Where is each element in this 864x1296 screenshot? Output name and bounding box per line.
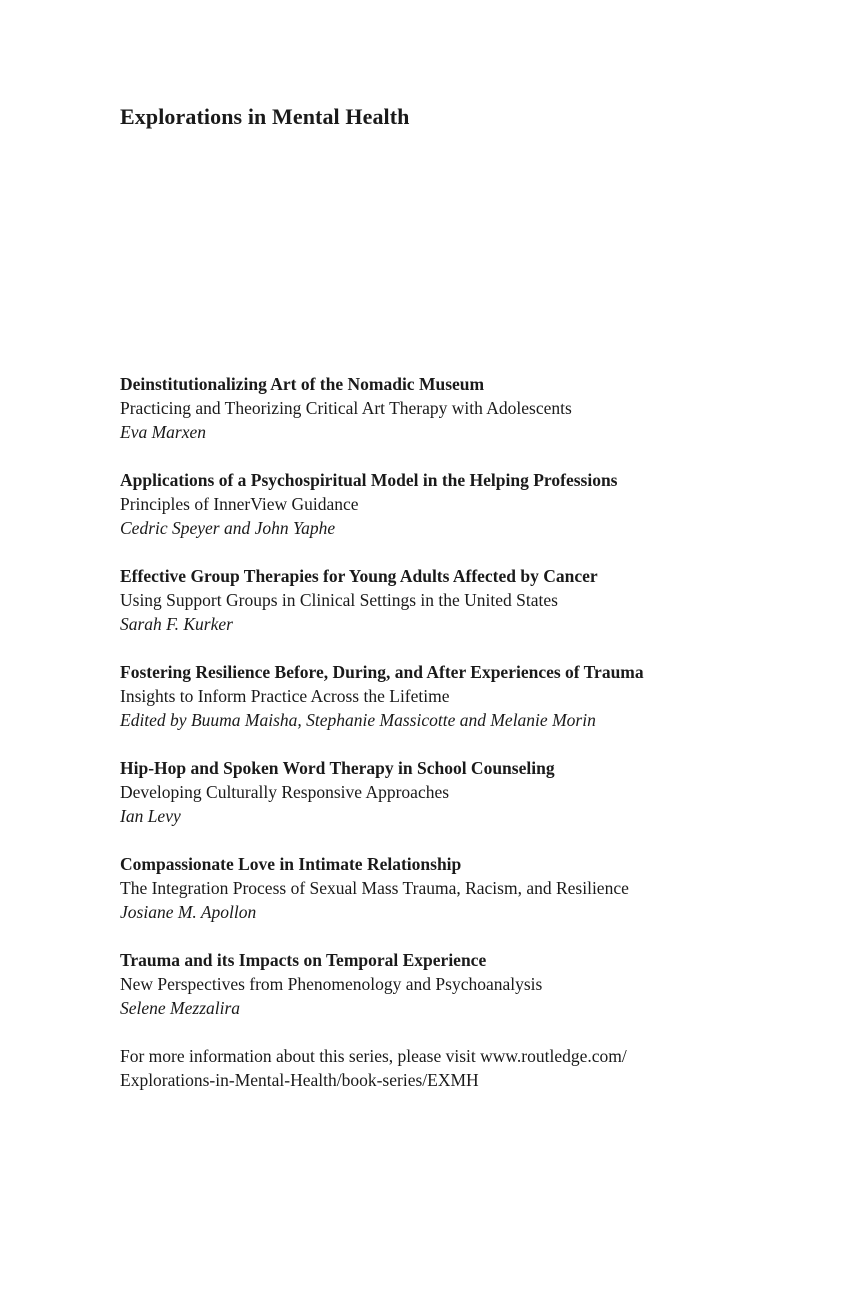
book-title: Deinstitutionalizing Art of the Nomadic Museum <box>120 374 485 394</box>
book-author: Selene Mezzalira <box>120 998 241 1018</box>
book-title: Fostering Resilience Before, During, and After Experiences of Trauma <box>120 662 644 682</box>
book-subtitle: Insights to Inform Practice Across the Lifetime <box>120 686 450 706</box>
book-subtitle: Principles of InnerView Guidance <box>120 494 359 514</box>
book-subtitle: The Integration Process of Sexual Mass Trauma, Racism, and Resilience <box>120 878 629 898</box>
book-author: Cedric Speyer and John Yaphe <box>120 518 336 538</box>
book-title: Trauma and its Impacts on Temporal Experience <box>120 950 487 970</box>
book-subtitle: Practicing and Theorizing Critical Art Therapy with Adolescents <box>120 398 572 418</box>
book-title: Compassionate Love in Intimate Relationship <box>120 854 462 874</box>
series-info-line: For more information about this series, please visit www.routledge.com/ <box>120 1046 627 1066</box>
book-title: Hip-Hop and Spoken Word Therapy in School Counseling <box>120 758 555 778</box>
book-entry <box>120 660 800 732</box>
book-author: Sarah F. Kurker <box>120 614 233 634</box>
book-list <box>120 372 800 1044</box>
book-author: Edited by Buuma Maisha, Stephanie Massicotte and Melanie Morin <box>120 710 596 730</box>
book-title: Effective Group Therapies for Young Adults Affected by Cancer <box>120 566 598 586</box>
series-info-url: Explorations-in-Mental-Health/book-series/EXMH <box>120 1070 479 1090</box>
book-author: Josiane M. Apollon <box>120 902 257 922</box>
book-subtitle: Developing Culturally Responsive Approaches <box>120 782 450 802</box>
book-entry <box>120 468 800 540</box>
book-entry <box>120 756 800 828</box>
book-title: Applications of a Psychospiritual Model in the Helping Professions <box>120 470 618 490</box>
book-subtitle: Using Support Groups in Clinical Settings in the United States <box>120 590 558 610</box>
book-entry <box>120 852 800 924</box>
book-entry <box>120 372 800 444</box>
book-subtitle: New Perspectives from Phenomenology and Psychoanalysis <box>120 974 543 994</box>
book-entry <box>120 948 800 1020</box>
book-author: Eva Marxen <box>120 422 207 442</box>
book-entry <box>120 564 800 636</box>
series-info-note <box>120 1044 800 1092</box>
series-title: Explorations in Mental Health <box>120 104 410 129</box>
book-author: Ian Levy <box>120 806 181 826</box>
